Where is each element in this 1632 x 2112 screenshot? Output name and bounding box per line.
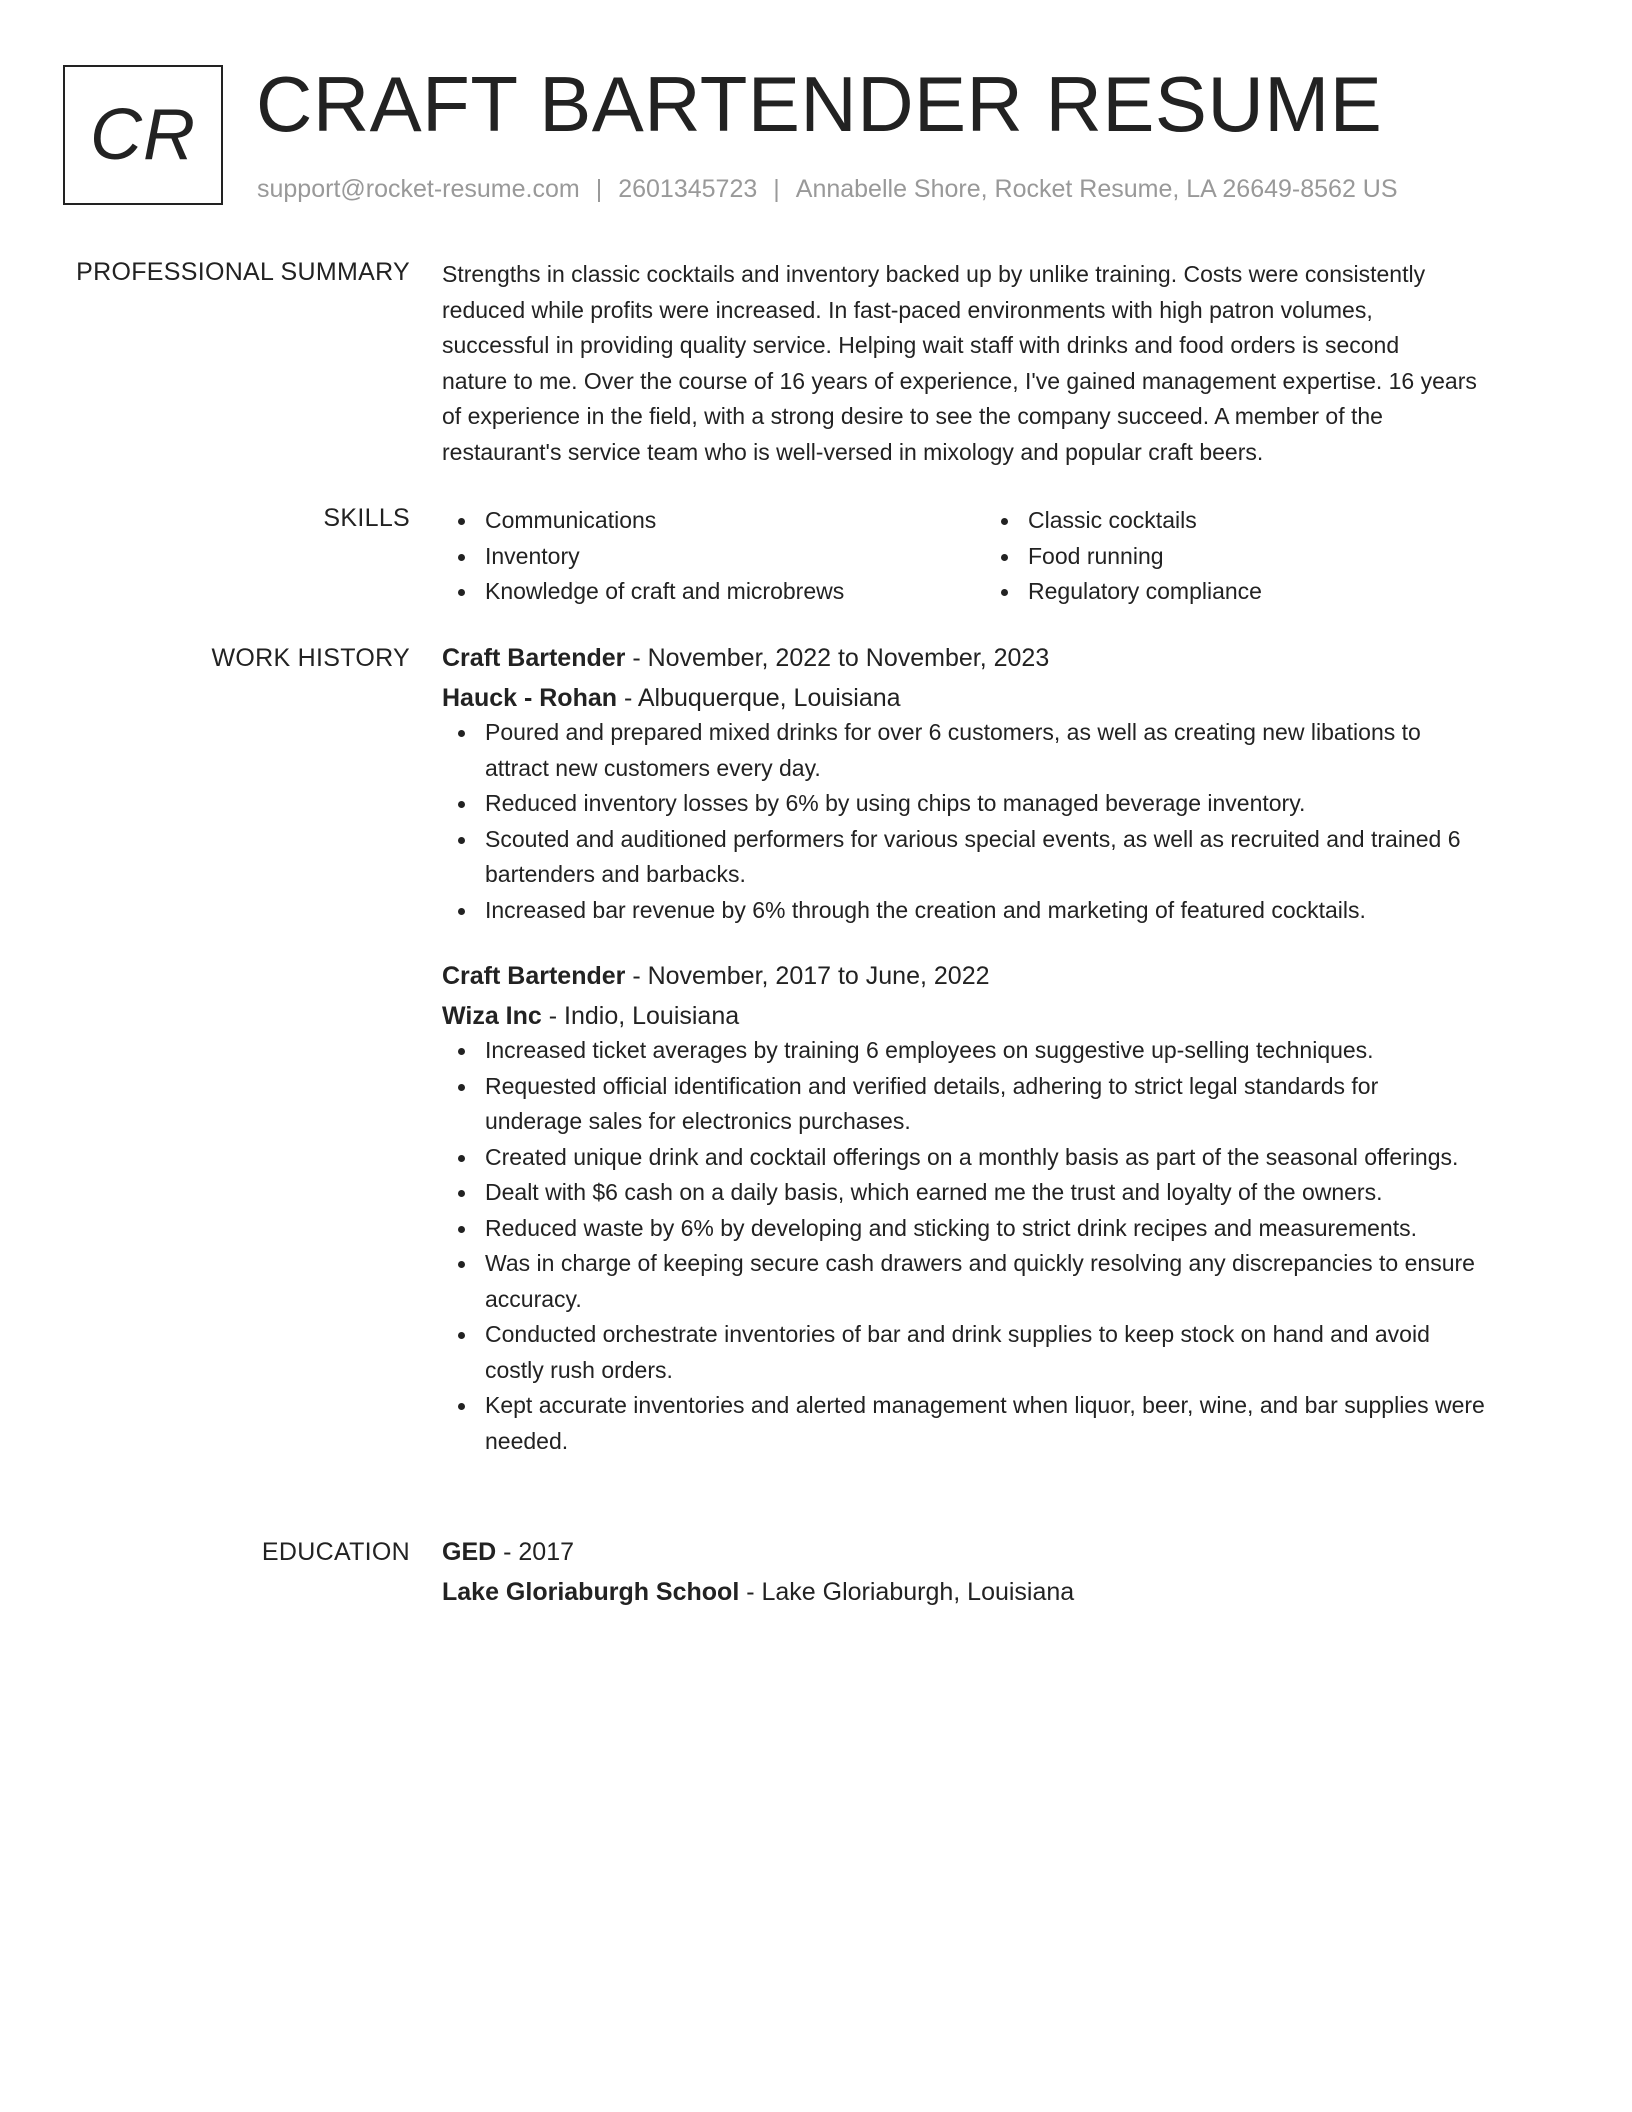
summary-text [442,257,1550,470]
contact-line [257,174,1398,204]
job-bullet [485,1317,1550,1388]
job-bullet-line: attract new customers every day. [485,754,821,781]
job-bullet-line: costly rush orders. [485,1356,673,1383]
education-year: - 2017 [496,1538,575,1566]
job-bullet [485,1175,1550,1211]
summary-heading: PROFESSIONAL SUMMARY [76,258,410,286]
skills-body [442,503,1550,610]
job-bullet-line: bartenders and barbacks. [485,861,746,887]
skill-item: Regulatory compliance [1028,574,1528,610]
job-bullet [485,1069,1550,1140]
job-bullet-line: underage sales for electronics purchases. [485,1108,911,1134]
summary-line: restaurant's service team who is well-versed in mixology and popular craft beers. [442,438,1264,465]
contact-separator: | [773,175,780,203]
contact-email: support@rocket-resume.com [257,175,580,203]
job-bullet-list [442,1033,1550,1459]
job-bullet [485,1140,1550,1176]
contact-separator: | [595,175,603,203]
job-bullet [485,1246,1550,1317]
skill-item: Classic cocktails [1028,503,1528,539]
skills-heading: SKILLS [323,504,410,532]
job-company: Wiza Inc [442,1002,542,1030]
page-title: CRAFT BARTENDER RESUME [256,60,1383,148]
job-bullet-line: Poured and prepared mixed drinks for over 6 customers, as well as creating new libations to [485,719,1421,745]
job-location: - Albuquerque, Louisiana [617,684,901,712]
job-company: Hauck - Rohan [442,684,618,712]
education-heading: EDUCATION [261,1538,410,1566]
job-bullet-line: Requested official identification and verified details, adhering to strict legal standards for [485,1072,1379,1099]
education-degree: GED [442,1538,497,1566]
job-title-line [442,959,1550,993]
skill-item: Knowledge of craft and microbrews [485,574,985,610]
summary-body [442,257,1550,470]
contact-address: Annabelle Shore, Rocket Resume, LA 26649-8562 US [795,175,1398,203]
job-title-line [442,641,1550,675]
contact-phone: 2601345723 [618,175,758,203]
job-bullet-line: Increased ticket averages by training 6 employees on suggestive up-selling techniques. [485,1037,1374,1063]
job-bullet [485,1388,1550,1459]
job-company-line [442,681,1550,715]
job-location: - Indio, Louisiana [541,1002,740,1030]
job-entry [442,641,1550,928]
job-bullet-line: Reduced inventory losses by 6% by using chips to managed beverage inventory. [485,790,1306,816]
job-bullet [485,822,1550,893]
job-bullet [485,893,1550,929]
monogram-text: CR [90,95,196,175]
job-bullet-line: accuracy. [485,1285,582,1312]
education-school: Lake Gloriaburgh School [442,1578,740,1606]
education-school-line [442,1575,1550,1609]
job-bullet-line: Increased bar revenue by 6% through the creation and marketing of featured cocktails. [485,896,1366,923]
job-bullet-line: Reduced waste by 6% by developing and sticking to strict drink recipes and measurements. [485,1214,1417,1241]
education-location: - Lake Gloriaburgh, Louisiana [739,1578,1075,1606]
job-bullet-line: Created unique drink and cocktail offerings on a monthly basis as part of the seasonal offerings. [485,1143,1459,1170]
skill-item: Food running [1028,539,1528,575]
work-history-body [442,641,1550,1459]
job-bullet-line: Kept accurate inventories and alerted management when liquor, beer, wine, and bar supplies were [485,1392,1485,1418]
job-bullet [485,786,1550,822]
job-bullet-line: Was in charge of keeping secure cash drawers and quickly resolving any discrepancies to ensure [485,1250,1475,1276]
job-bullet-line: Dealt with $6 cash on a daily basis, which earned me the trust and loyalty of the owners. [485,1179,1383,1205]
work-history-heading: WORK HISTORY [211,644,410,672]
job-bullet-list [442,715,1550,928]
skills-column [442,503,985,610]
summary-line: of experience in the field, with a strong desire to see the company succeed. A member of the [442,403,1383,429]
skill-item: Inventory [485,539,985,575]
skills-list [985,503,1528,610]
job-bullet-line: Scouted and auditioned performers for various special events, as well as recruited and trained 6 [485,825,1461,852]
job-title: Craft Bartender [442,962,626,990]
job-bullet [485,1033,1550,1069]
skill-item: Communications [485,503,985,539]
job-company-line [442,999,1550,1033]
job-title: Craft Bartender [442,644,626,672]
job-entry [442,959,1550,1459]
summary-line: nature to me. Over the course of 16 years of experience, I've gained management expertise. 16 years [442,367,1477,394]
skills-column [985,503,1528,610]
job-bullet-line: Conducted orchestrate inventories of bar and drink supplies to keep stock on hand and avoid [485,1321,1430,1347]
job-bullet [485,1211,1550,1247]
summary-line: reduced while profits were increased. In fast-paced environments with high patron volumes, [442,296,1373,323]
job-dates: - November, 2022 to November, 2023 [625,644,1050,672]
summary-line: Strengths in classic cocktails and inventory backed up by unlike training. Costs were consistently [442,261,1426,287]
summary-line: successful in providing quality service. Helping wait staff with drinks and food orders is second [442,332,1400,358]
monogram-box [63,65,223,205]
education-body [442,1535,1550,1609]
skills-list [442,503,985,610]
job-bullet-line: needed. [485,1427,569,1454]
job-dates: - November, 2017 to June, 2022 [625,962,990,990]
education-degree-line [442,1535,1550,1569]
job-bullet [485,715,1550,786]
